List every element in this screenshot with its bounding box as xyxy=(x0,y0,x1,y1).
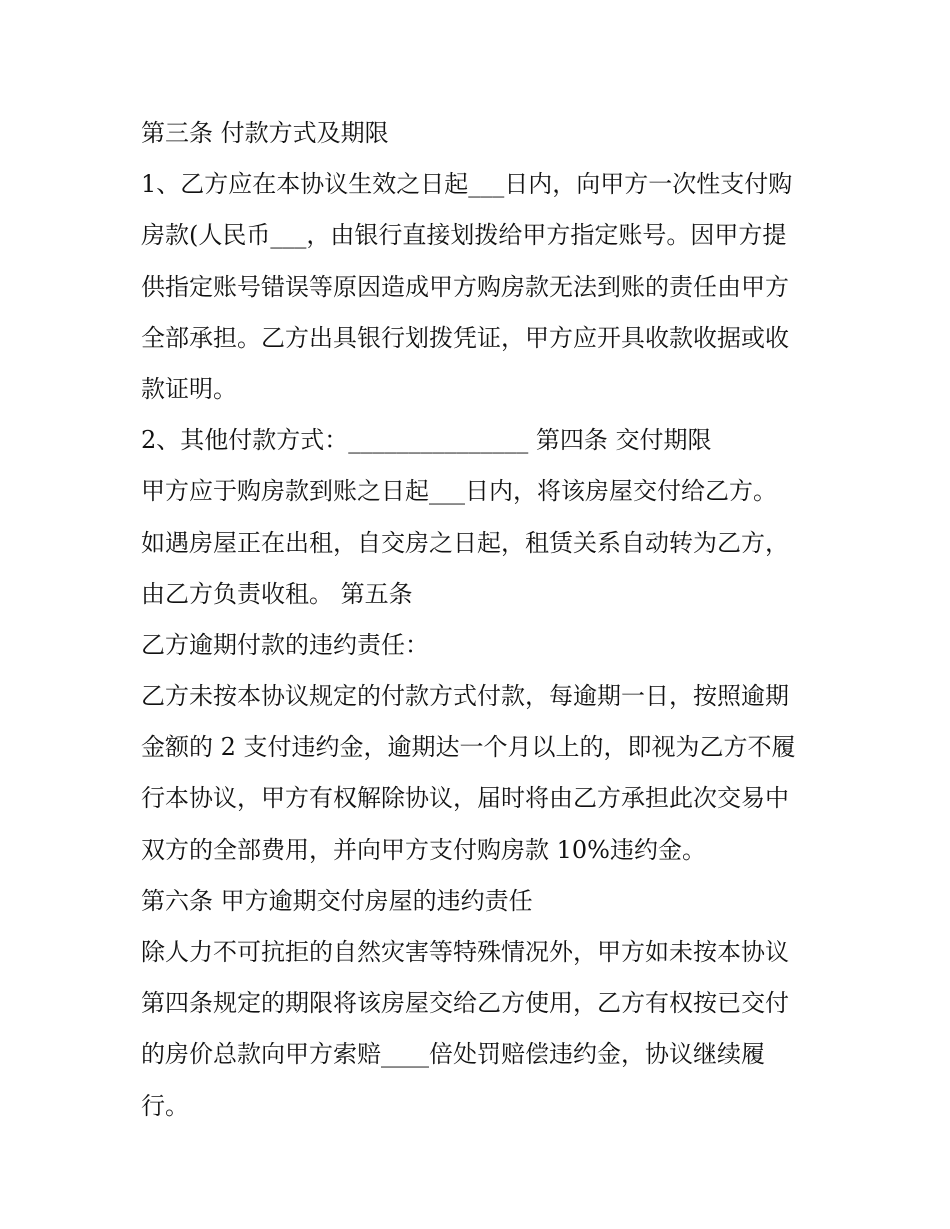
paragraph-line: 双方的全部费用，并向甲方支付购房款 10%违约金。 xyxy=(141,835,706,864)
paragraph-line: 乙方未按本协议规定的付款方式付款，每逾期一日，按照逾期 xyxy=(141,682,789,711)
document-body xyxy=(141,108,821,1132)
paragraph-line: 房款(人民币___，由银行直接划拨给甲方指定账号。因甲方提 xyxy=(141,221,787,250)
paragraph-line: 行。 xyxy=(141,1091,189,1120)
paragraph-line: 行本协议，甲方有权解除协议，届时将由乙方承担此次交易中 xyxy=(141,784,789,813)
section-heading-article-3: 第三条 付款方式及期限 xyxy=(141,119,389,147)
paragraph-line: 款证明。 xyxy=(141,374,237,403)
paragraph-line: 供指定账号错误等原因造成甲方购房款无法到账的责任由甲方 xyxy=(141,272,789,301)
paragraph-line: 除人力不可抗拒的自然灾害等特殊情况外，甲方如未按本协议 xyxy=(141,938,789,966)
paragraph-line: 如遇房屋正在出租，自交房之日起，租赁关系自动转为乙方， xyxy=(141,528,789,557)
paragraph-line: 第四条规定的期限将该房屋交给乙方使用，乙方有权按已交付 xyxy=(141,989,789,1018)
section-heading-article-6: 第六条 甲方逾期交付房屋的违约责任 xyxy=(141,886,533,915)
paragraph-line: 的房价总款向甲方索赔____倍处罚赔偿违约金，协议继续履 xyxy=(141,1040,765,1069)
paragraph-line: 1、乙方应在本协议生效之日起___日内，向甲方一次性支付购 xyxy=(141,170,793,199)
paragraph-line: 金额的 2 支付违约金，逾期达一个月以上的，即视为乙方不履 xyxy=(141,733,796,762)
paragraph-line: 2、其他付款方式：_______________ 第四条 交付期限 xyxy=(141,426,712,455)
paragraph-line: 甲方应于购房款到账之日起___日内，将该房屋交付给乙方。 xyxy=(141,477,777,506)
paragraph-line: 全部承担。乙方出具银行划拨凭证，甲方应开具收款收据或收 xyxy=(141,323,789,352)
paragraph-line: 由乙方负责收租。 第五条 xyxy=(141,579,413,608)
section-heading-line: 乙方逾期付款的违约责任： xyxy=(141,630,429,659)
